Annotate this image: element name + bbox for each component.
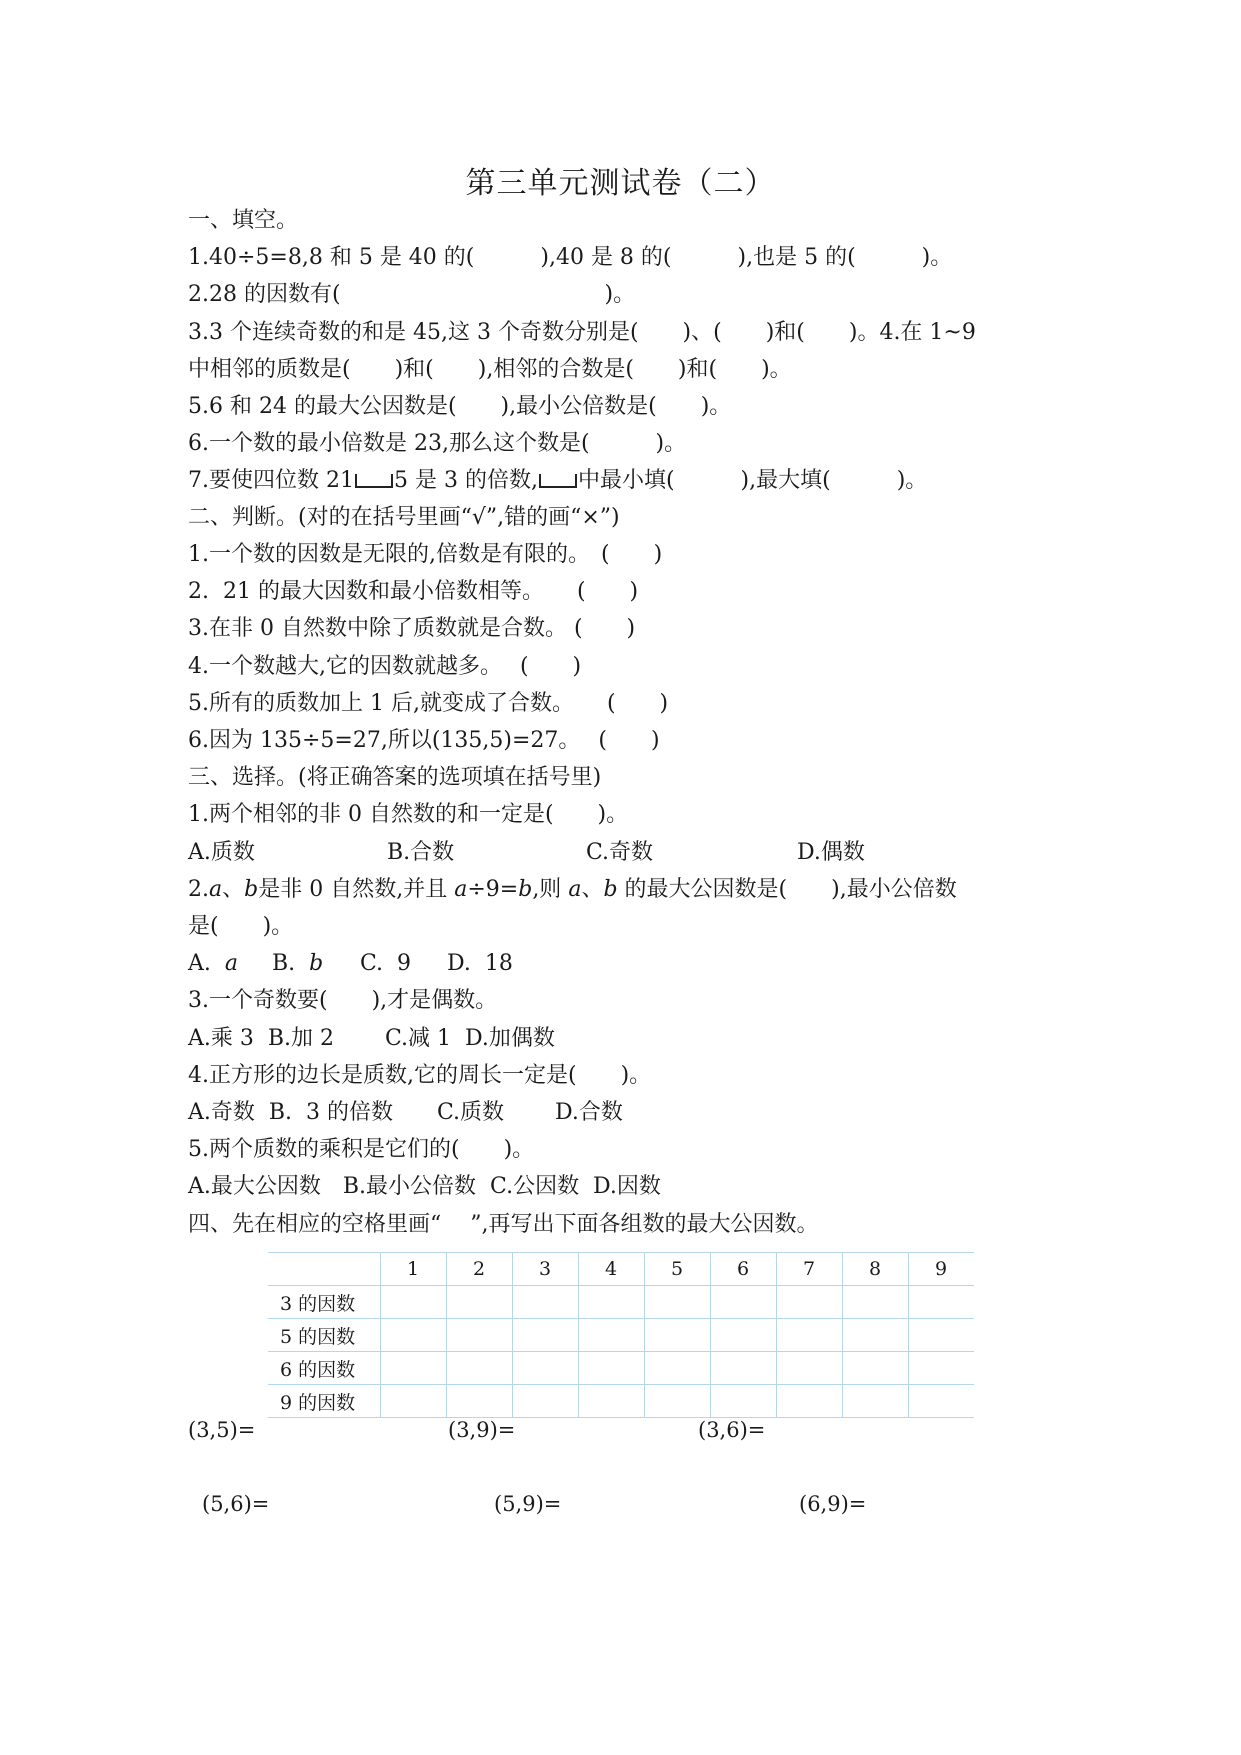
table-cell[interactable] [644, 1352, 710, 1385]
table-corner-cell [268, 1253, 380, 1286]
choice-question-2 [188, 875, 957, 905]
table-cell[interactable] [710, 1319, 776, 1352]
table-cell[interactable] [908, 1286, 974, 1319]
judge-question-2: 2. 21 的最大因数和最小倍数相等。 ( ) [188, 579, 639, 604]
section2-heading: 二、判断。(对的在括号里画“√”,错的画“×”) [188, 505, 620, 530]
fill-question-5: 5.6 和 24 的最大公因数是( ),最小公倍数是( )。 [188, 394, 732, 419]
choice-question-4: 4.正方形的边长是质数,它的周长一定是( )。 [188, 1063, 652, 1088]
gcd-6-9: (6,9)= [799, 1492, 867, 1516]
table-cell[interactable] [776, 1385, 842, 1418]
q2-option-b [272, 949, 323, 979]
q4-options: A.奇数 B. 3 的倍数 C.质数 D.合数 [188, 1100, 623, 1125]
q2-option-c: C. 9 [360, 951, 412, 976]
judge-question-3: 3.在非 0 自然数中除了质数就是合数。 ( ) [188, 616, 636, 641]
table-col-header: 5 [644, 1253, 710, 1286]
section3-heading: 三、选择。(将正确答案的选项填在括号里) [188, 765, 602, 790]
fill-question-4: 中相邻的质数是( )和( ),相邻的合数是( )和( )。 [188, 357, 792, 382]
table-cell[interactable] [578, 1319, 644, 1352]
table-cell[interactable] [710, 1286, 776, 1319]
table-cell[interactable] [512, 1352, 578, 1385]
table-row [268, 1352, 974, 1385]
table-cell[interactable] [842, 1286, 908, 1319]
table-cell[interactable] [842, 1385, 908, 1418]
table-cell[interactable] [512, 1286, 578, 1319]
table-row-header: 6 的因数 [268, 1352, 380, 1385]
var-b: b [309, 951, 324, 976]
table-cell[interactable] [842, 1319, 908, 1352]
judge-question-1: 1.一个数的因数是无限的,倍数是有限的。 ( ) [188, 542, 663, 567]
table-cell[interactable] [644, 1286, 710, 1319]
gcd-5-9: (5,9)= [494, 1492, 562, 1516]
table-row [268, 1319, 974, 1352]
judge-question-4: 4.一个数越大,它的因数就越多。 ( ) [188, 654, 582, 679]
table-cell[interactable] [842, 1352, 908, 1385]
var-b: b [244, 877, 259, 902]
q1-option-d: D.偶数 [797, 840, 865, 865]
table-cell[interactable] [578, 1286, 644, 1319]
q3-options: A.乘 3 B.加 2 C.减 1 D.加偶数 [188, 1026, 555, 1051]
table-cell[interactable] [776, 1352, 842, 1385]
q1-option-a: A.质数 [188, 840, 255, 865]
var-b: b [603, 877, 618, 902]
table-cell[interactable] [908, 1319, 974, 1352]
table-cell[interactable] [380, 1319, 446, 1352]
option-label: B. [272, 951, 310, 976]
var-a: a [209, 877, 223, 902]
q2-text: ÷9= [467, 877, 519, 902]
choice-question-5: 5.两个质数的乘积是它们的( )。 [188, 1137, 535, 1162]
table-row-header: 3 的因数 [268, 1286, 380, 1319]
q7-text-part3: 中最小填( ),最大填( )。 [577, 468, 928, 493]
judge-question-6: 6.因为 135÷5=27,所以(135,5)=27。 ( ) [188, 728, 660, 753]
fill-question-2: 2.28 的因数有( )。 [188, 282, 636, 307]
table-header-row [268, 1253, 974, 1286]
var-a: a [454, 877, 468, 902]
q1-option-b: B.合数 [387, 840, 455, 865]
table-col-header: 8 [842, 1253, 908, 1286]
fill-question-6: 6.一个数的最小倍数是 23,那么这个数是( )。 [188, 431, 687, 456]
table-cell[interactable] [380, 1286, 446, 1319]
table-col-header: 4 [578, 1253, 644, 1286]
section1-heading: 一、填空。 [188, 208, 299, 233]
gcd-3-5: (3,5)= [188, 1418, 256, 1442]
section4-heading: 四、先在相应的空格里画“ ”,再写出下面各组数的最大公因数。 [188, 1212, 819, 1237]
table-row-header: 5 的因数 [268, 1319, 380, 1352]
q2-text: 是非 0 自然数,并且 [258, 877, 455, 902]
table-cell[interactable] [380, 1385, 446, 1418]
table-col-header: 2 [446, 1253, 512, 1286]
q1-option-c: C.奇数 [586, 840, 654, 865]
table-col-header: 9 [908, 1253, 974, 1286]
table-row-header: 9 的因数 [268, 1385, 380, 1418]
table-cell[interactable] [578, 1385, 644, 1418]
table-col-header: 6 [710, 1253, 776, 1286]
page-title: 第三单元测试卷（二） [465, 166, 776, 201]
table-cell[interactable] [512, 1319, 578, 1352]
table-cell[interactable] [644, 1385, 710, 1418]
factor-table [268, 1252, 974, 1418]
q5-options: A.最大公因数 B.最小公倍数 C.公因数 D.因数 [188, 1174, 661, 1199]
judge-question-5: 5.所有的质数加上 1 后,就变成了合数。 ( ) [188, 691, 669, 716]
table-cell[interactable] [908, 1352, 974, 1385]
table-cell[interactable] [578, 1352, 644, 1385]
table-cell[interactable] [380, 1352, 446, 1385]
table-cell[interactable] [446, 1286, 512, 1319]
table-cell[interactable] [644, 1319, 710, 1352]
choice-question-1: 1.两个相邻的非 0 自然数的和一定是( )。 [188, 802, 629, 827]
table-cell[interactable] [512, 1385, 578, 1418]
gcd-3-9: (3,9)= [448, 1418, 516, 1442]
blank-box [355, 474, 393, 488]
blank-box [539, 474, 577, 488]
q2-option-a [188, 949, 238, 979]
table-cell[interactable] [776, 1319, 842, 1352]
gcd-5-6: (5,6)= [202, 1492, 270, 1516]
fill-question-3: 3.3 个连续奇数的和是 45,这 3 个奇数分别是( )、( )和( )。4.在 1~9 [188, 320, 976, 345]
var-a: a [568, 877, 582, 902]
table-cell[interactable] [908, 1385, 974, 1418]
q2-text: 2. [188, 877, 209, 902]
table-cell[interactable] [710, 1385, 776, 1418]
gcd-3-6: (3,6)= [698, 1418, 766, 1442]
table-col-header: 3 [512, 1253, 578, 1286]
option-label: A. [188, 951, 225, 976]
choice-question-2-cont: 是( )。 [188, 914, 294, 939]
q2-text: 、 [581, 877, 604, 902]
table-cell[interactable] [446, 1385, 512, 1418]
q2-text: 、 [222, 877, 245, 902]
table-col-header: 1 [380, 1253, 446, 1286]
var-a: a [224, 951, 238, 976]
table-cell[interactable] [446, 1319, 512, 1352]
table-cell[interactable] [710, 1352, 776, 1385]
fill-question-1: 1.40÷5=8,8 和 5 是 40 的( ),40 是 8 的( ),也是 5 的( )。 [188, 245, 953, 270]
choice-question-3: 3.一个奇数要( ),才是偶数。 [188, 988, 498, 1013]
table-col-header: 7 [776, 1253, 842, 1286]
q7-text-part2: 5 是 3 的倍数, [393, 468, 538, 493]
fill-question-7 [188, 466, 927, 496]
table-cell[interactable] [446, 1352, 512, 1385]
q2-text: ,则 [532, 877, 569, 902]
q2-text: 的最大公因数是( ),最小公倍数 [617, 877, 957, 902]
q2-option-d: D. 18 [447, 951, 513, 976]
table-row [268, 1286, 974, 1319]
q7-text-part1: 7.要使四位数 21 [188, 468, 354, 493]
table-cell[interactable] [776, 1286, 842, 1319]
table-row [268, 1385, 974, 1418]
var-b: b [518, 877, 533, 902]
